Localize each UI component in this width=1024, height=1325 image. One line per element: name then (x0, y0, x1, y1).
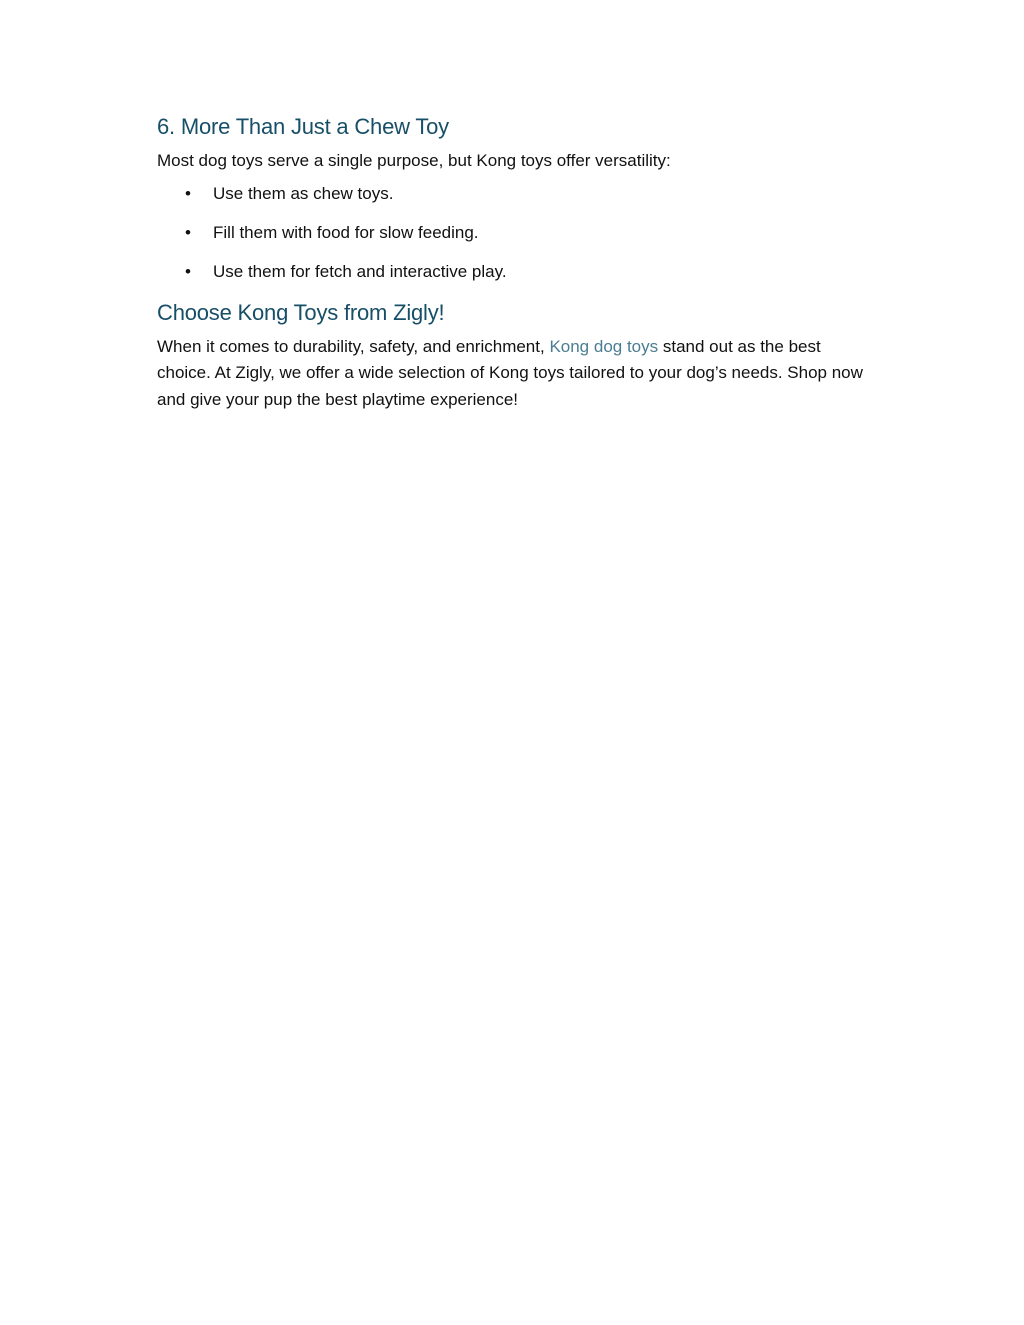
list-item (157, 220, 873, 246)
list-item (157, 259, 873, 285)
bullet-icon: • (185, 261, 191, 281)
list-item-text: Use them for fetch and interactive play. (213, 261, 507, 281)
section-paragraph (157, 334, 873, 414)
kong-dog-toys-link[interactable]: Kong dog toys (549, 336, 659, 356)
section-more-than-chew-toy (157, 112, 873, 285)
list-item-text: Use them as chew toys. (213, 183, 394, 203)
section-heading: 6. More Than Just a Chew Toy (157, 114, 449, 139)
list-item-text: Fill them with food for slow feeding. (213, 222, 479, 242)
bullet-list (157, 181, 873, 285)
section-heading: Choose Kong Toys from Zigly! (157, 299, 445, 325)
section-intro: Most dog toys serve a single purpose, but Kong toys offer versatility: (157, 151, 671, 170)
paragraph-text-start: When it comes to durability, safety, and enrichment, (157, 336, 550, 356)
bullet-icon: • (185, 222, 191, 242)
bullet-icon: • (185, 183, 191, 203)
list-item (157, 181, 873, 207)
document-page (157, 112, 873, 413)
section-choose-kong-toys (157, 298, 873, 414)
paragraph-text-end: stand out as the best choice. At Zigly, we offer a wide selection of Kong toys tailored to your dog’s needs. Shop now and give your pup the best playtime experience! (157, 336, 863, 409)
